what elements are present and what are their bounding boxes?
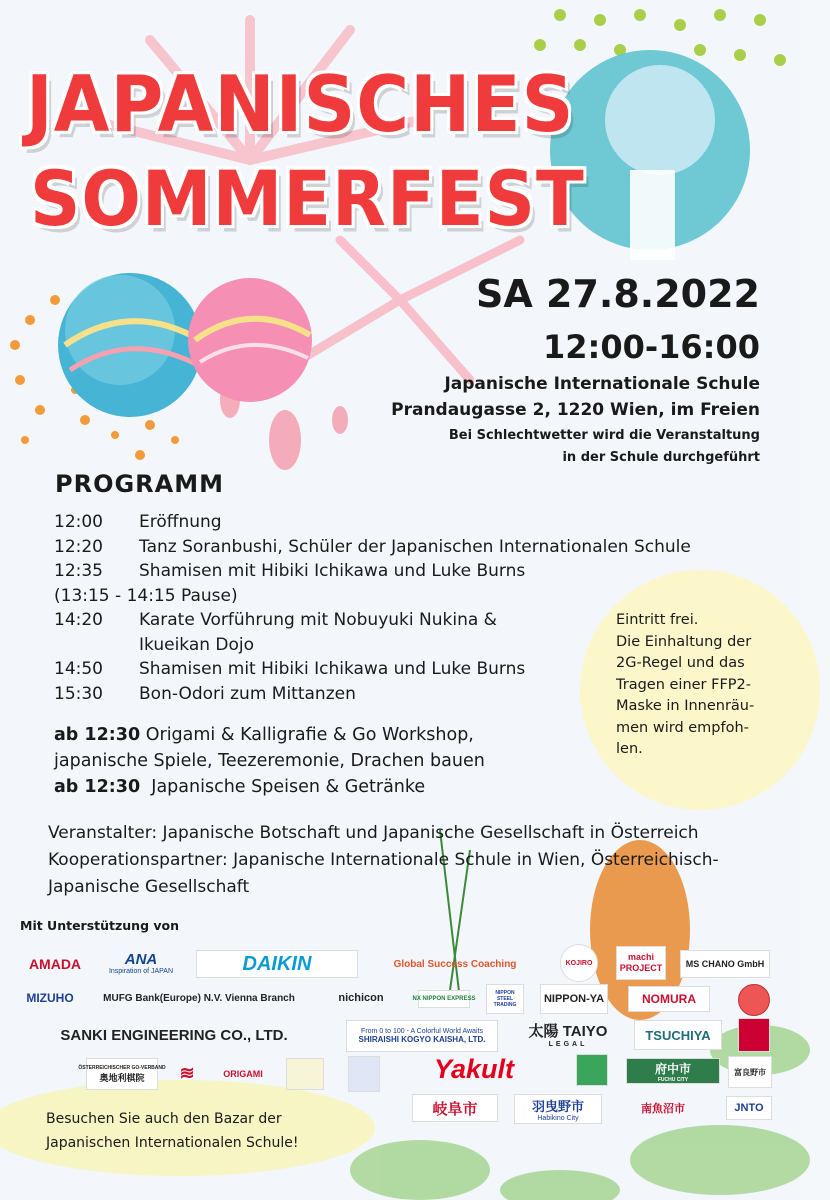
program-desc: Bon-Odori zum Mittanzen <box>139 683 356 704</box>
sponsor-origami: ORIGAMI <box>223 1069 263 1079</box>
program-heading: PROGRAMM <box>55 470 224 498</box>
sponsor-sanki-engineering: SANKI ENGINEERING CO., LTD. <box>60 1026 288 1044</box>
extras-section <box>54 722 574 800</box>
sponsor-nippon-steel-trading: NIPPON STEEL TRADING <box>486 984 524 1014</box>
sponsor-ana <box>108 948 174 978</box>
program-item <box>54 510 754 535</box>
sponsor-narashino: 富良野市 <box>728 1056 772 1088</box>
title-line-1: JAPANISCHES <box>26 58 575 150</box>
sponsor-taiyo-legal <box>514 1018 622 1050</box>
program-desc: Eröffnung <box>139 512 222 532</box>
sponsor-daikin: DAIKIN <box>196 950 358 978</box>
extras-text-1a: Origami & Kalligrafie & Go Workshop, <box>145 725 474 745</box>
info-line: men wird empfoh- <box>616 719 749 736</box>
sponsor-taiyo-sub: LEGAL <box>548 1041 588 1048</box>
sponsor-green-logo-icon <box>576 1054 608 1086</box>
program-time: 15:30 <box>54 683 103 704</box>
sponsor-fuchu-name: 府中市 <box>654 1061 691 1076</box>
program-time: 12:35 <box>54 561 103 581</box>
partner-line: Kooperationspartner: Japanische Internationale Schule in Wien, Österreichisch- <box>48 850 719 870</box>
info-line: Eintritt frei. <box>616 612 699 628</box>
sponsor-ms-chano: MS CHANO GmbH <box>680 950 770 978</box>
sponsor-nichicon: nichicon <box>338 992 384 1004</box>
info-line: Die Einhaltung der <box>616 633 752 650</box>
venue-address: Prandaugasse 2, 1220 Wien, im Freien <box>391 400 760 420</box>
program-item <box>54 535 754 560</box>
sponsor-kojiro: KOJIRO <box>560 944 598 982</box>
sponsor-jnto: JNTO <box>726 1096 772 1120</box>
sponsor-tsuchiya: TSUCHIYA <box>634 1020 722 1050</box>
event-date: SA 27.8.2022 <box>476 272 760 316</box>
sponsor-nippon-express: NX NIPPON EXPRESS <box>418 990 470 1008</box>
program-desc: Shamisen mit Hibiki Ichikawa und Luke Burns <box>139 561 526 581</box>
bazaar-line-2: Japanischen Internationalen Schule! <box>46 1135 299 1151</box>
sponsor-shiraishi <box>346 1020 498 1052</box>
program-time: 14:50 <box>54 659 103 679</box>
program-time: 14:20 <box>54 610 103 630</box>
sponsor-wave-icon: ≋ <box>179 1062 195 1083</box>
support-label: Mit Unterstützung von <box>20 918 180 933</box>
sponsor-machi-project: machi PROJECT <box>616 946 666 980</box>
organizer-line: Veranstalter: Japanische Botschaft und Japanische Gesellschaft in Österreich <box>48 823 699 843</box>
sponsor-habikino-sub: Habikino City <box>537 1115 579 1122</box>
extras-time-1: ab 12:30 <box>54 725 141 745</box>
program-desc: Karate Vorführung mit Nobuyuki Nukina & <box>139 610 497 630</box>
extras-text-2: Japanische Speisen & Getränke <box>151 777 426 797</box>
info-line: 2G-Regel und das <box>616 655 745 671</box>
sponsor-shiraishi-slogan: From 0 to 100 - A Colorful World Awaits <box>361 1028 483 1035</box>
sponsor-ana-name: ANA <box>124 951 158 968</box>
sponsor-global-success-coaching: Global Success Coaching <box>393 958 517 970</box>
sponsor-nomura: NOMURA <box>628 986 710 1012</box>
sponsor-leaf-icon <box>286 1058 324 1090</box>
program-desc-continued: Ikueikan Dojo <box>139 634 255 655</box>
sponsor-fuchu-sub: FUCHU CITY <box>657 1076 689 1083</box>
sponsor-amada: AMADA <box>28 956 82 972</box>
sponsor-habikino-city <box>514 1094 602 1124</box>
sponsor-nippon-ya: NIPPON-YA <box>540 984 608 1014</box>
sponsor-go-verband-name: ÖSTERREICHISCHER GO-VERBAND <box>78 1064 166 1071</box>
info-line: len. <box>616 741 643 757</box>
sponsor-go-verband-jp: 奥地利棋院 <box>99 1072 145 1083</box>
rain-notice-line-2: in der Schule durchgeführt <box>562 450 760 465</box>
entry-info <box>616 610 776 761</box>
venue-name: Japanische Internationale Schule <box>444 374 760 394</box>
sponsor-gifu-city: 岐阜市 <box>412 1094 498 1122</box>
sponsor-habikino-name: 羽曳野市 <box>531 1099 584 1114</box>
program-time: 12:20 <box>54 536 103 557</box>
bazaar-notice <box>46 1107 298 1155</box>
program-time: 12:00 <box>54 512 103 532</box>
sponsor-mufg: MUFG Bank(Europe) N.V. Vienna Branch <box>103 992 295 1004</box>
event-time: 12:00-16:00 <box>543 328 760 366</box>
sponsor-ana-tagline: Inspiration of JAPAN <box>108 968 174 975</box>
bazaar-line-1: Besuchen Sie auch den Bazar der <box>46 1111 282 1127</box>
sponsor-badge-icon <box>738 984 770 1016</box>
extras-time-2: ab 12:30 <box>54 777 141 797</box>
sponsor-go-verband <box>78 1058 166 1090</box>
sponsor-fuchu-city <box>626 1058 720 1084</box>
program-desc: Shamisen mit Hibiki Ichikawa und Luke Burns <box>139 659 526 679</box>
sponsor-emblem-icon <box>738 1018 770 1052</box>
program-item <box>54 584 754 609</box>
organizer-section <box>48 820 768 901</box>
program-pause: (13:15 - 14:15 Pause) <box>54 585 238 606</box>
extras-text-1b: japanische Spiele, Teezeremonie, Drachen bauen <box>54 751 485 771</box>
sponsor-crest-icon <box>348 1056 380 1092</box>
partner-line: Japanische Gesellschaft <box>48 877 250 897</box>
sponsor-shiraishi-name: SHIRAISHI KOGYO KAISHA, LTD. <box>358 1035 486 1044</box>
sponsor-taiyo-name: 太陽 TAIYO <box>528 1023 608 1040</box>
title-line-2: SOMMERFEST <box>30 154 585 244</box>
info-line: Maske in Innenräu- <box>616 698 755 714</box>
sponsor-mizuho: MIZUHO <box>26 991 74 1005</box>
info-line: Tragen einer FFP2- <box>616 676 752 693</box>
program-desc: Tanz Soranbushi, Schüler der Japanischen Internationalen Schule <box>139 536 691 557</box>
sponsor-yakult: Yakult <box>433 1053 515 1084</box>
rain-notice-line-1: Bei Schlechtwetter wird die Veranstaltung <box>448 428 760 443</box>
sponsor-minamiuonuma: 南魚沼市 <box>641 1103 685 1115</box>
program-item <box>54 559 754 584</box>
